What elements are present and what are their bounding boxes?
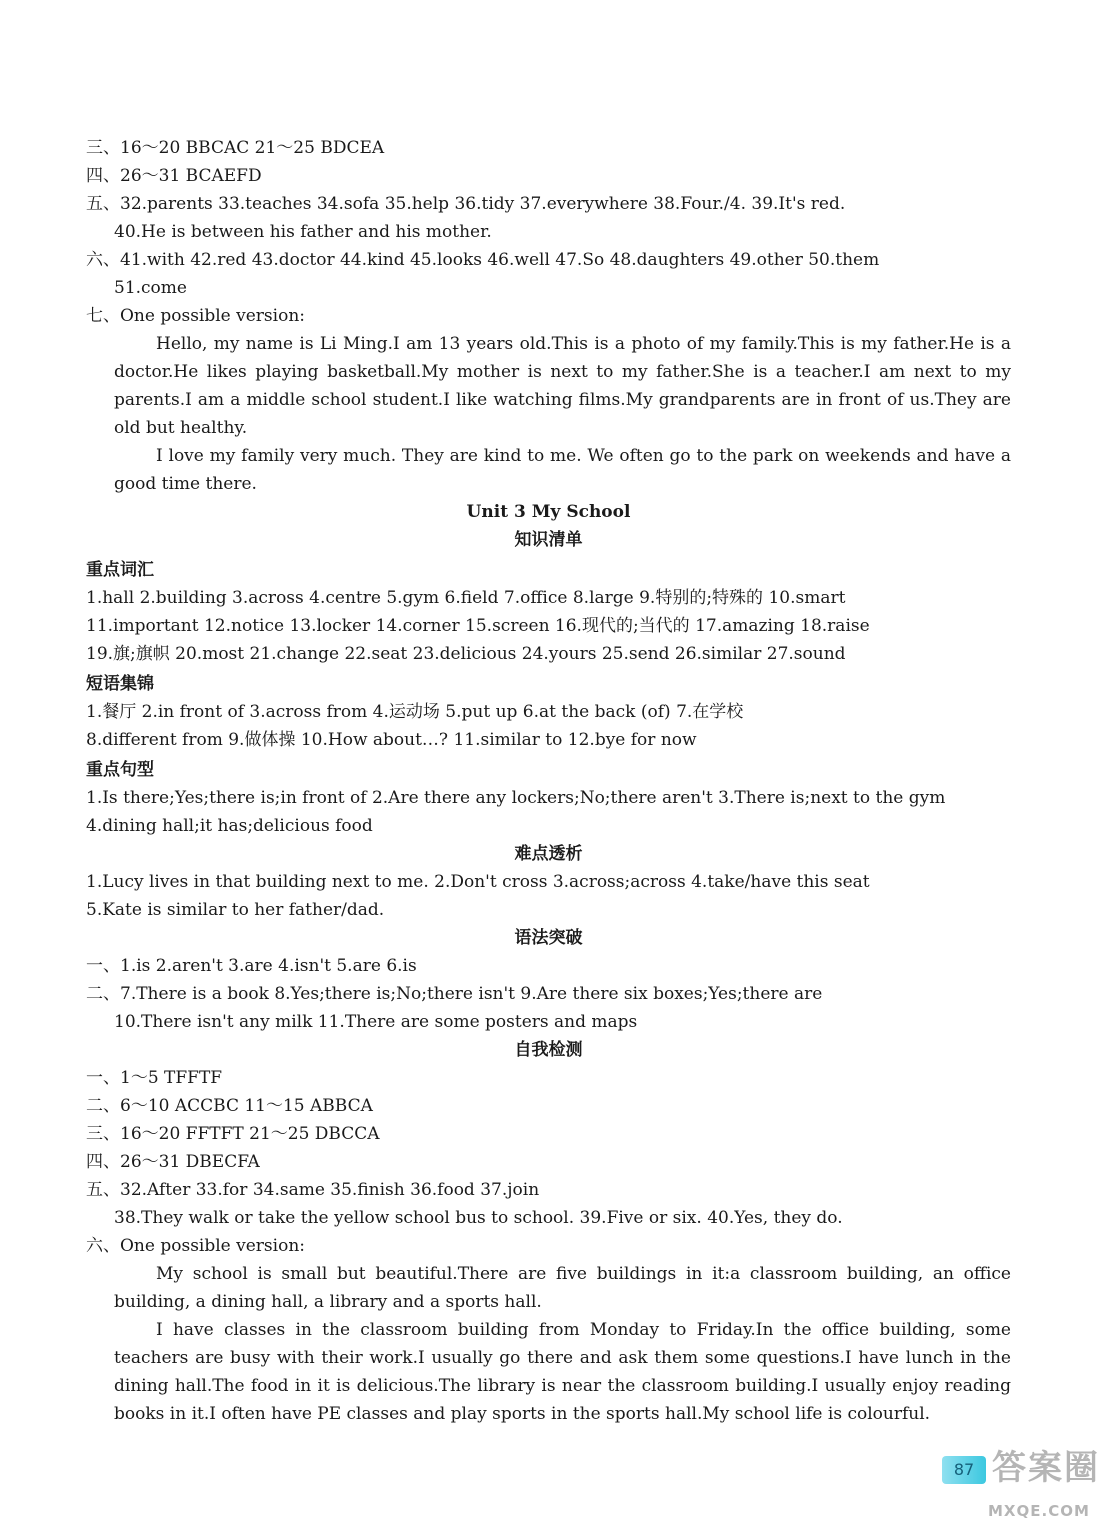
watermark-logo: 答案圈: [992, 1448, 1100, 1488]
answer-line: 8.different from 9.做体操 10.How about…? 11.similar to 12.bye for now: [86, 730, 697, 750]
answer-line: 七、One possible version:: [86, 306, 305, 326]
answer-line: 二、6～10 ACCBC 11～15 ABBCA: [86, 1096, 373, 1116]
answer-line: 1.Is there;Yes;there is;in front of 2.Are there any lockers;No;there aren't 3.There is;next to the gym: [86, 788, 946, 808]
answer-line: 5.Kate is similar to her father/dad.: [86, 900, 385, 920]
answer-line: 1.餐厅 2.in front of 3.across from 4.运动场 5.put up 6.at the back (of) 7.在学校: [86, 702, 744, 722]
answer-line: 四、26～31 DBECFA: [86, 1152, 260, 1172]
essay-paragraph: My school is small but beautiful.There are five buildings in it:a classroom building, an office building, a dining hall, a library and a sports hall.: [114, 1264, 1011, 1312]
answer-line: 19.旗;旗帜 20.most 21.change 22.seat 23.delicious 24.yours 25.send 26.similar 27.sound: [86, 644, 846, 664]
answer-line: 三、16～20 FFTFT 21～25 DBCCA: [86, 1124, 380, 1144]
answer-line: 三、16～20 BBCAC 21～25 BDCEA: [86, 138, 385, 158]
answer-line: 10.There isn't any milk 11.There are some posters and maps: [114, 1012, 638, 1032]
answer-line: 1.Lucy lives in that building next to me. 2.Don't cross 3.across;across 4.take/have this seat: [86, 872, 870, 892]
answer-line: 二、7.There is a book 8.Yes;there is;No;there isn't 9.Are there six boxes;Yes;there are: [86, 984, 823, 1004]
answer-line: 38.They walk or take the yellow school bus to school. 39.Five or six. 40.Yes, they do.: [114, 1208, 843, 1228]
watermark-url: MXQE.COM: [988, 1502, 1090, 1520]
section-heading-difficult: 难点透析: [514, 844, 583, 864]
answer-line: 一、1～5 TFFTF: [86, 1068, 223, 1088]
section-heading-phrases: 短语集锦: [86, 674, 154, 694]
answer-line: 4.dining hall;it has;delicious food: [86, 816, 373, 836]
answer-line: 六、41.with 42.red 43.doctor 44.kind 45.looks 46.well 47.So 48.daughters 49.other 50.them: [86, 250, 880, 270]
section-heading-selftest: 自我检测: [514, 1040, 583, 1060]
answer-line: 11.important 12.notice 13.locker 14.corner 15.screen 16.现代的;当代的 17.amazing 18.raise: [86, 616, 870, 636]
unit-title: Unit 3 My School: [466, 502, 631, 522]
answer-line: 一、1.is 2.aren't 3.are 4.isn't 5.are 6.is: [86, 956, 417, 976]
answer-page: [86, 134, 1011, 1428]
section-heading-sentences: 重点句型: [86, 760, 154, 780]
essay-paragraph: Hello, my name is Li Ming.I am 13 years old.This is a photo of my family.This is my father.He is a doctor.He likes playing basketball.My mother is next to my father.She is a teacher.I am next to my parents.I am a middle school student.I like watching films.My grandparents are in front of us.They are old but healthy.: [114, 334, 1011, 438]
section-heading-vocab: 重点词汇: [86, 560, 154, 580]
answer-line: 六、One possible version:: [86, 1236, 305, 1256]
answer-line: 四、26～31 BCAEFD: [86, 166, 262, 186]
answer-line: 1.hall 2.building 3.across 4.centre 5.gym 6.field 7.office 8.large 9.特别的;特殊的 10.smart: [86, 588, 846, 608]
essay-paragraph: I have classes in the classroom building from Monday to Friday.In the office building, some teachers are busy with their work.I usually go there and ask them some questions.I have lunch in the dining hall.The food in it is delicious.The library is near the classroom building.I usually enjoy reading books in it.I often have PE classes and play sports in the sports hall.My school life is colourful.: [114, 1320, 1011, 1424]
unit-subtitle: 知识清单: [514, 530, 583, 550]
essay-paragraph: I love my family very much. They are kind to me. We often go to the park on weekends and have a good time there.: [114, 446, 1011, 494]
answer-line: 五、32.After 33.for 34.same 35.finish 36.food 37.join: [86, 1180, 540, 1200]
answer-line: 五、32.parents 33.teaches 34.sofa 35.help 36.tidy 37.everywhere 38.Four./4. 39.It's red.: [86, 194, 846, 214]
answer-line: 51.come: [114, 278, 187, 298]
answer-line: 40.He is between his father and his mother.: [114, 222, 492, 242]
page-number: 87: [942, 1456, 986, 1484]
section-heading-grammar: 语法突破: [514, 928, 583, 948]
